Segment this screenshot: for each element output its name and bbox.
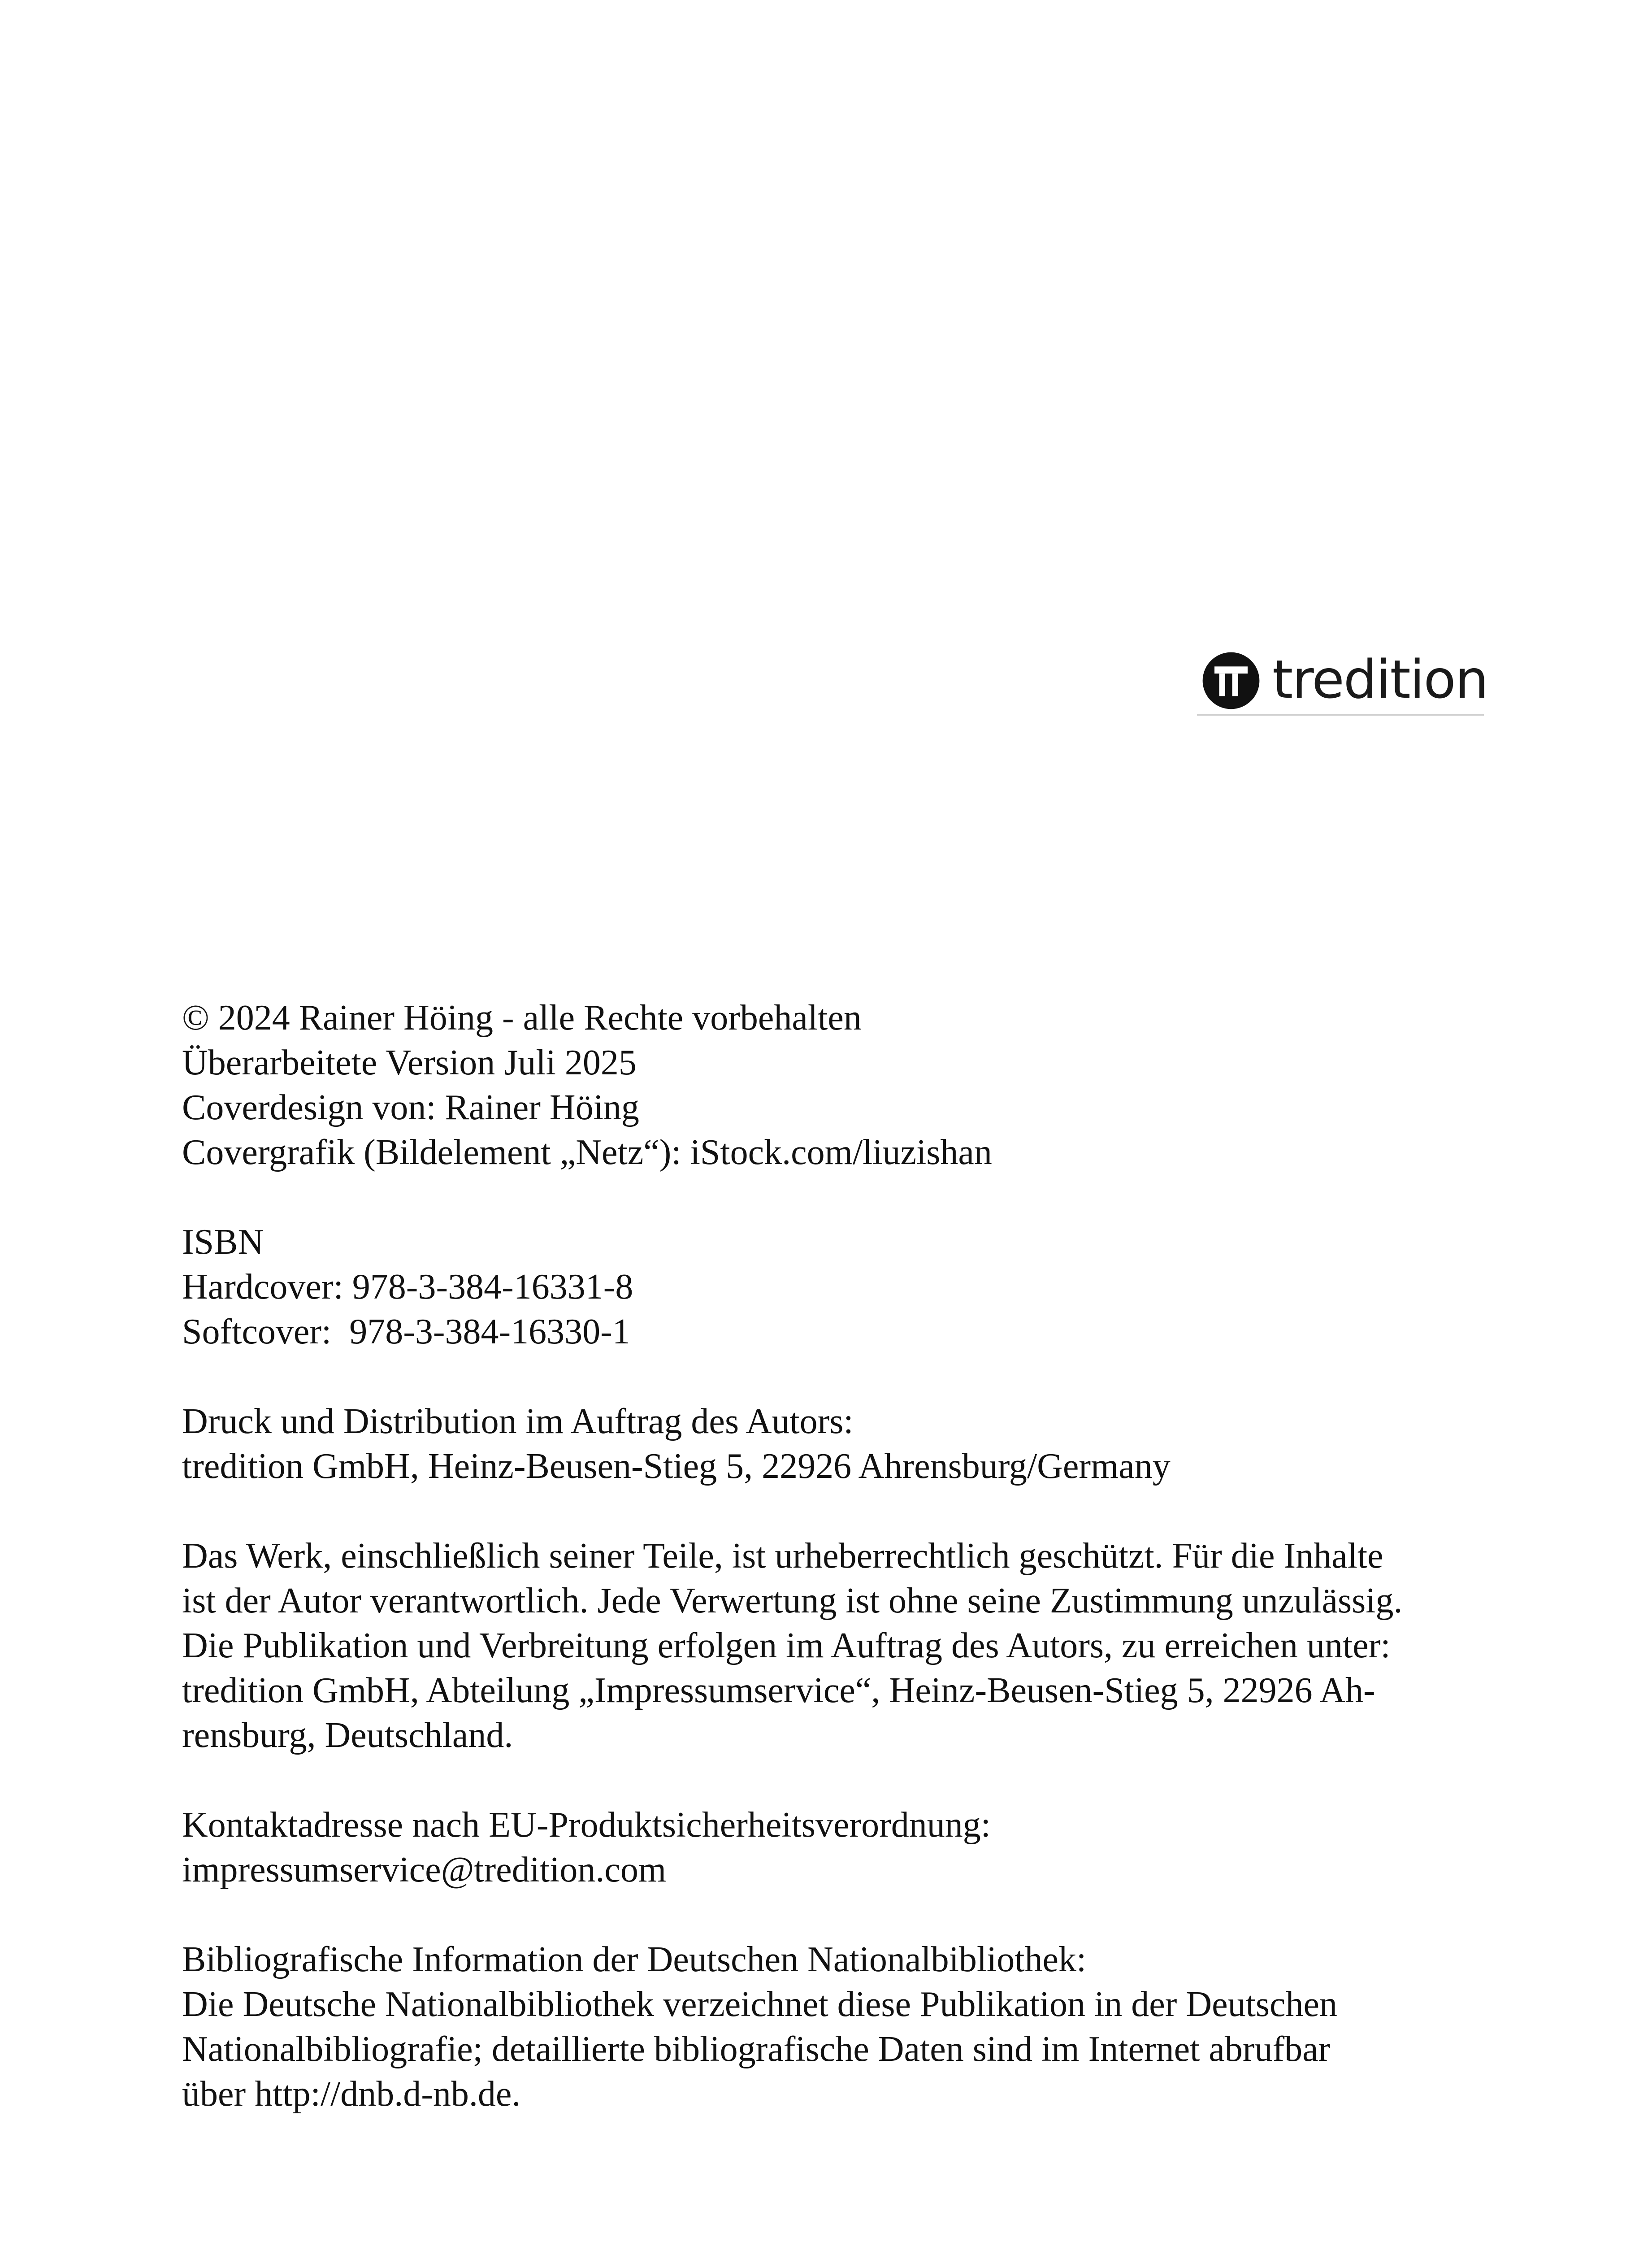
- copyright-line: © 2024 Rainer Höing - alle Rechte vorbehalten: [182, 998, 862, 1038]
- rights-line: Die Publikation und Verbreitung erfolgen im Auftrag des Autors, zu erreichen unter:: [182, 1626, 1391, 1665]
- imprint-text: [182, 995, 1527, 2161]
- rights-block: [182, 1534, 1527, 1758]
- print-distribution-line: Druck und Distribution im Auftrag des Autors:: [182, 1402, 854, 1441]
- tredition-logo-icon: [1201, 651, 1261, 710]
- revision-line: Überarbeitete Version Juli 2025: [182, 1043, 637, 1082]
- bibliography-line: Nationalbibliografie; detaillierte bibliografische Daten sind im Internet abrufbar: [182, 2029, 1331, 2069]
- bibliography-block: [182, 1937, 1527, 2116]
- isbn-softcover: Softcover: 978-3-384-16330-1: [182, 1312, 630, 1351]
- contact-block: [182, 1803, 1527, 1892]
- cover-graphic-line: Covergrafik (Bildelement „Netz“): iStock.com/liuzishan: [182, 1133, 992, 1172]
- isbn-hardcover: Hardcover: 978-3-384-16331-8: [182, 1267, 633, 1307]
- rights-line: tredition GmbH, Abteilung „Impressumservice“, Heinz-Beusen-Stieg 5, 22926 Ah-: [182, 1671, 1375, 1710]
- bibliography-line: Die Deutsche Nationalbibliothek verzeichnet diese Publikation in der Deutschen: [182, 1985, 1337, 2024]
- contact-heading: Kontaktadresse nach EU-Produktsicherheitsverordnung:: [182, 1805, 991, 1845]
- logo-underline-decoration: [1197, 712, 1484, 717]
- cover-design-line: Coverdesign von: Rainer Höing: [182, 1088, 639, 1127]
- isbn-block: [182, 1220, 1527, 1354]
- print-distribution-block: [182, 1399, 1527, 1489]
- rights-line: rensburg, Deutschland.: [182, 1716, 513, 1755]
- bibliography-link-line: über http://dnb.d-nb.de.: [182, 2074, 521, 2114]
- rights-line: ist der Autor verantwortlich. Jede Verwertung ist ohne seine Zustimmung unzulässig.: [182, 1581, 1403, 1621]
- logo-wordmark: tredition: [1272, 648, 1488, 710]
- rights-line: Das Werk, einschließlich seiner Teile, ist urheberrechtlich geschützt. Für die Inhalte: [182, 1536, 1383, 1576]
- publisher-address-line: tredition GmbH, Heinz-Beusen-Stieg 5, 22926 Ahrensburg/Germany: [182, 1447, 1171, 1486]
- bibliography-heading: Bibliografische Information der Deutschen Nationalbibliothek:: [182, 1940, 1087, 1979]
- tredition-logo: [1192, 646, 1488, 713]
- copyright-block: [182, 995, 1527, 1175]
- isbn-heading: ISBN: [182, 1222, 264, 1262]
- contact-email: impressumservice@tredition.com: [182, 1850, 667, 1890]
